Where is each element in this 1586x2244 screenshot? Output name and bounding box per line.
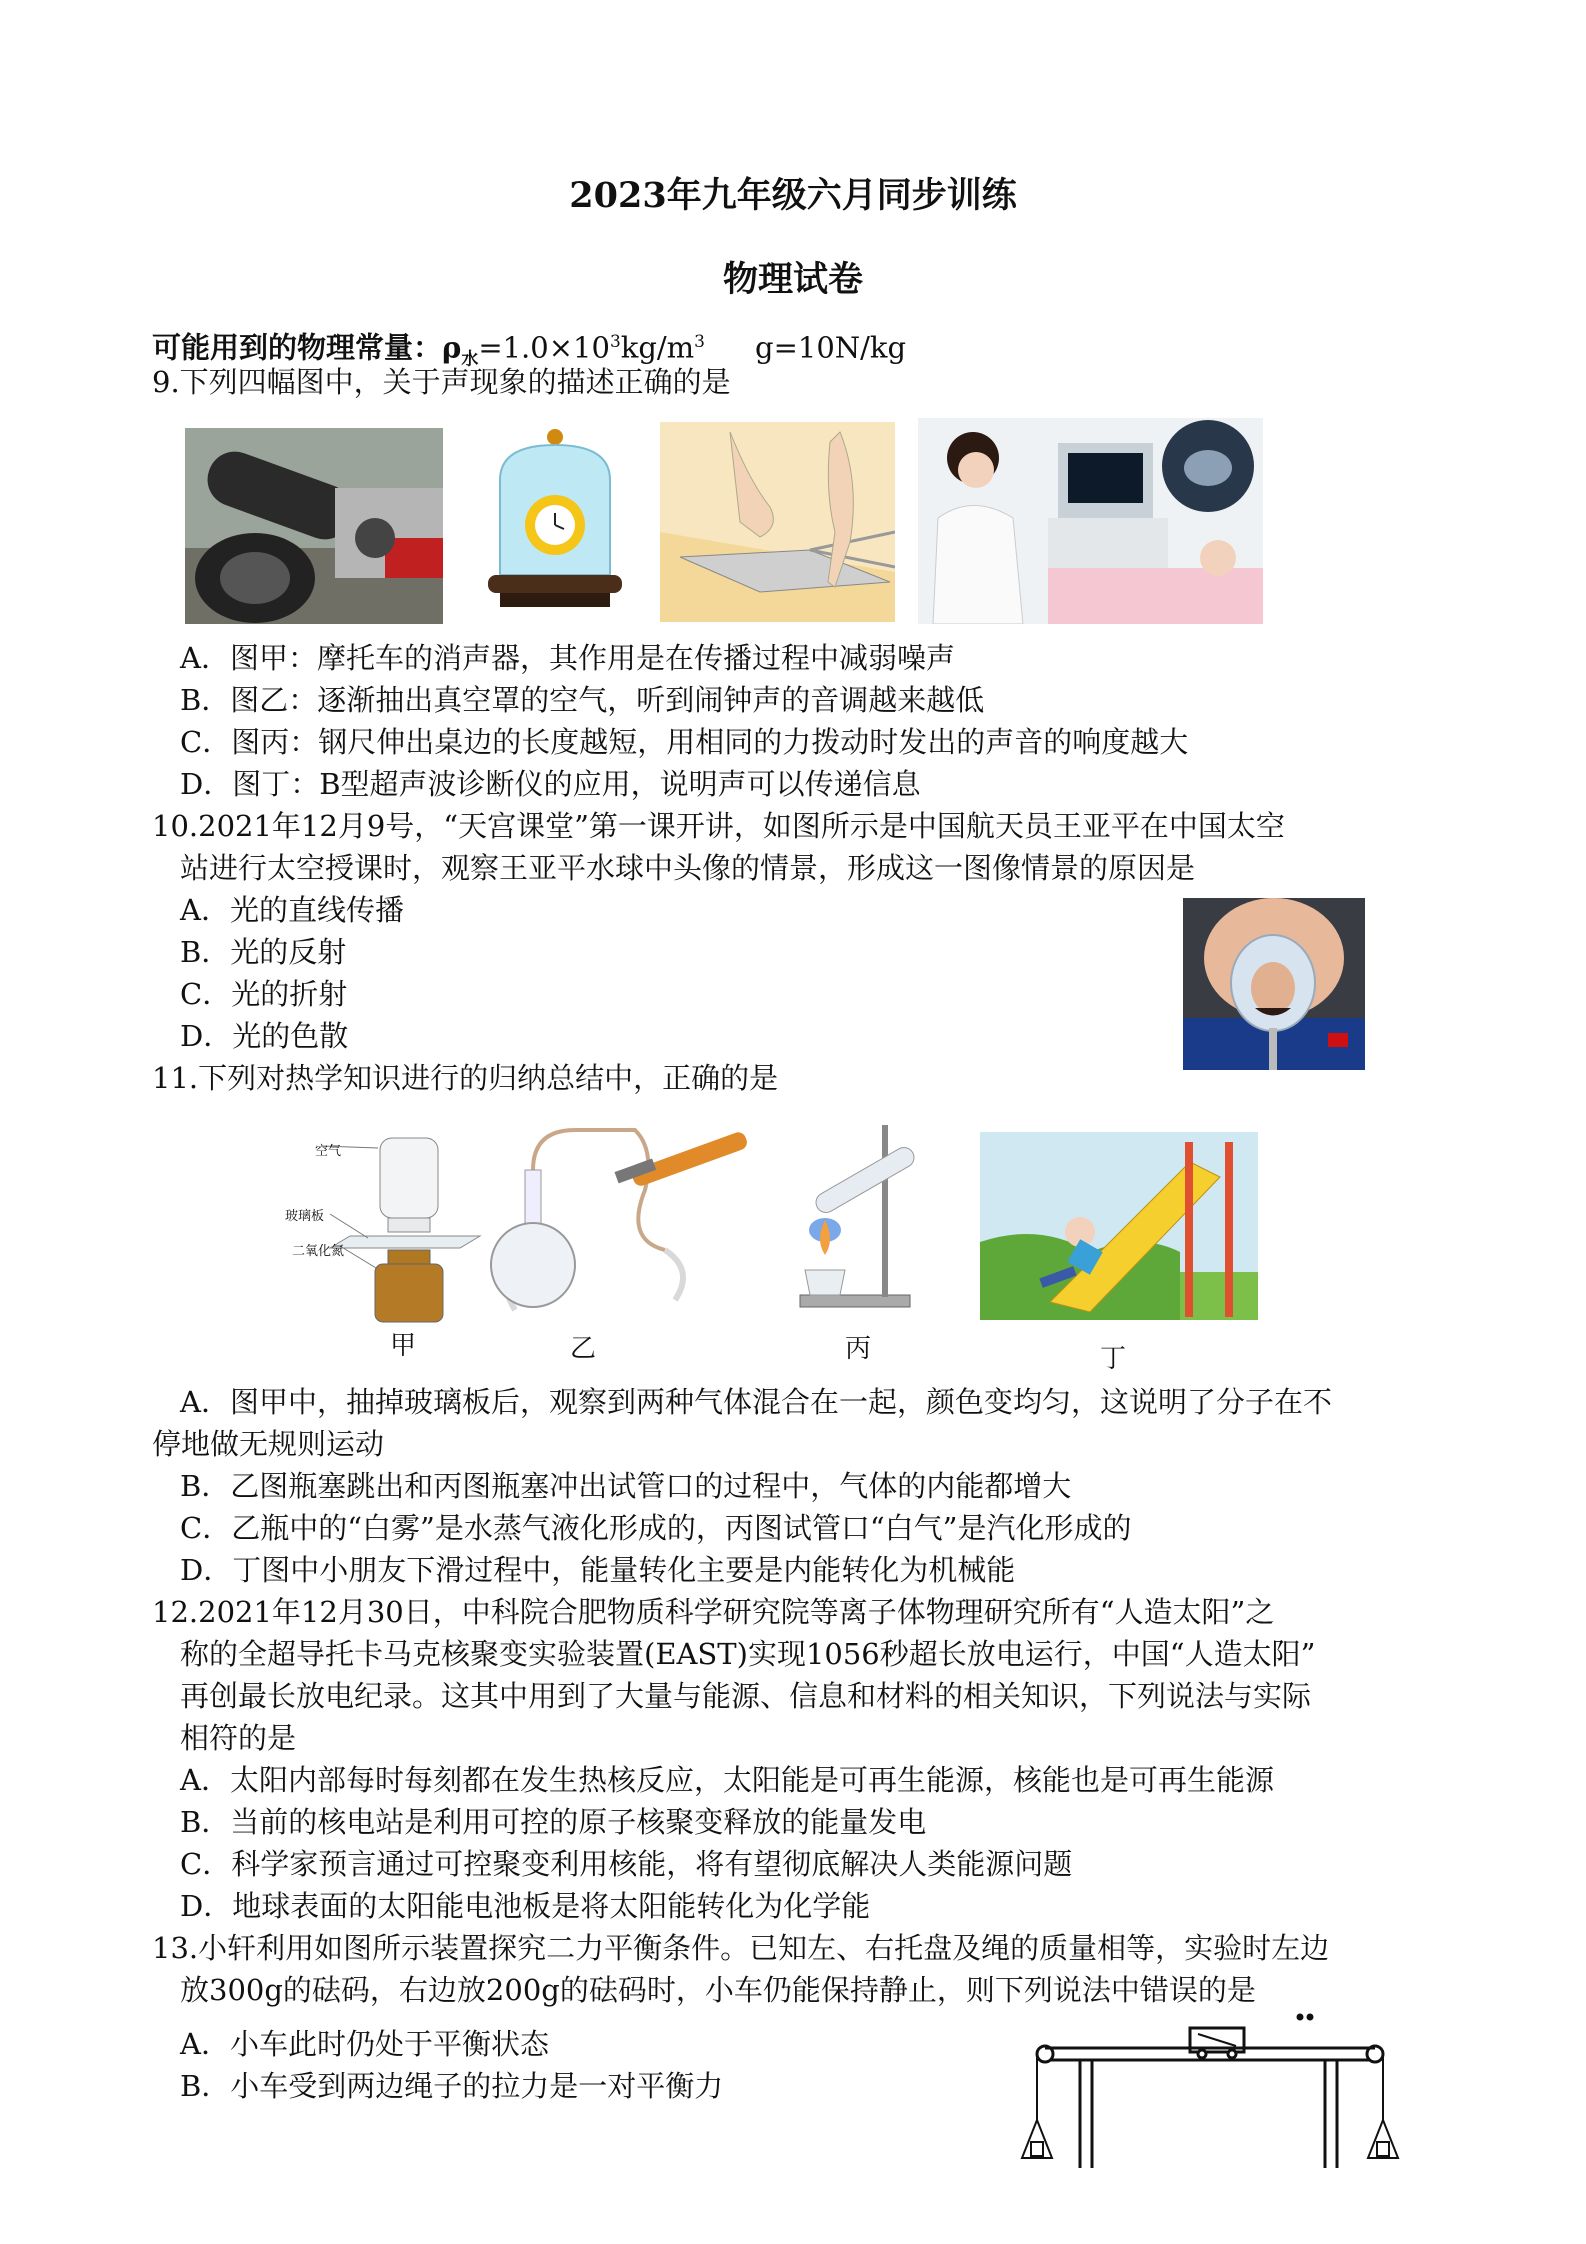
- jar-label-glass-plate: 玻璃板: [285, 1209, 325, 1224]
- constants-line: 可能用到的物理常量：$\rho_水=1.0\times 10^3kg/m^3$ g=10N/kg: [152, 330, 907, 370]
- caption-ding: 丁: [1100, 1344, 1127, 1374]
- caption-bing: 丙: [845, 1334, 872, 1364]
- q11-option-b: B．乙图瓶塞跳出和丙图瓶塞冲出试管口的过程中，气体的内能都增大: [180, 1469, 1072, 1503]
- q9-option-c: C．图丙：钢尺伸出桌边的长度越短，用相同的力拨动时发出的声音的响度越大: [180, 725, 1189, 759]
- ultrasound-image: [918, 418, 1263, 624]
- q13-option-a: A．小车此时仍处于平衡状态: [180, 2027, 549, 2061]
- caption-jia: 甲: [390, 1331, 417, 1361]
- jar-label-air: 空气: [315, 1144, 342, 1159]
- q10-option-a: A．光的直线传播: [180, 893, 404, 927]
- page-title: 2023年九年级六月同步训练: [569, 175, 1017, 216]
- q9-stem: 9.下列四幅图中，关于声现象的描述正确的是: [152, 365, 731, 399]
- q10-stem-line2: 站进行太空授课时，观察王亚平水球中头像的情景，形成这一图像情景的原因是: [180, 851, 1196, 885]
- caption-yi: 乙: [570, 1334, 597, 1364]
- q12-stem-line4: 相符的是: [180, 1721, 297, 1755]
- motorcycle-image: [185, 428, 443, 624]
- q12-stem-line3: 再创最长放电纪录。这其中用到了大量与能源、信息和材料的相关知识，下列说法与实际: [180, 1679, 1312, 1713]
- flask-pump-image: [475, 1120, 755, 1320]
- test-tube-image: [770, 1120, 920, 1310]
- q9-option-a: A．图甲：摩托车的消声器，其作用是在传播过程中减弱噪声: [180, 641, 955, 675]
- q12-option-b: B．当前的核电站是利用可控的原子核聚变释放的能量发电: [180, 1805, 927, 1839]
- q11-stem: 11.下列对热学知识进行的归纳总结中，正确的是: [152, 1061, 779, 1095]
- q11-option-c: C．乙瓶中的“白雾”是水蒸气液化形成的，丙图试管口“白气”是汽化形成的: [180, 1511, 1132, 1545]
- page-subtitle: 物理试卷: [722, 259, 863, 300]
- q10-stem-line1: 10.2021年12月9号，“天宫课堂”第一课开讲，如图所示是中国航天员王亚平在中国太空: [152, 809, 1285, 843]
- q11-option-d: D．丁图中小朋友下滑过程中，能量转化主要是内能转化为机械能: [180, 1553, 1016, 1587]
- q13-stem-line2: 放300g的砝码，右边放200g的砝码时，小车仍能保持静止，则下列说法中错误的是: [180, 1973, 1256, 2007]
- q11-option-a-cont: 停地做无规则运动: [152, 1427, 385, 1461]
- q10-option-d: D．光的色散: [180, 1019, 349, 1053]
- steel-ruler-image: [660, 422, 895, 622]
- water-ball-image: [1183, 898, 1365, 1070]
- q12-stem-line1: 12.2021年12月30日，中科院合肥物质科学研究院等离子体物理研究所有“人造太阳”之: [152, 1595, 1275, 1629]
- q13-option-b: B．小车受到两边绳子的拉力是一对平衡力: [180, 2069, 724, 2103]
- q12-option-a: A．太阳内部每时每刻都在发生热核反应，太阳能是可再生能源，核能也是可再生能源: [180, 1763, 1274, 1797]
- jar-label-no2: 二氧化氮: [292, 1244, 345, 1259]
- q9-option-d: D．图丁：B型超声波诊断仪的应用，说明声可以传递信息: [180, 767, 921, 801]
- q10-option-b: B．光的反射: [180, 935, 347, 969]
- q11-option-a: A．图甲中，抽掉玻璃板后，观察到两种气体混合在一起，颜色变均匀，这说明了分子在不: [180, 1385, 1332, 1419]
- q13-stem-line1: 13.小轩利用如图所示装置探究二力平衡条件。已知左、右托盘及绳的质量相等，实验时左边: [152, 1931, 1330, 1965]
- q9-option-b: B．图乙：逐渐抽出真空罩的空气，听到闹钟声的音调越来越低: [180, 683, 985, 717]
- q12-option-d: D．地球表面的太阳能电池板是将太阳能转化为化学能: [180, 1889, 871, 1923]
- q10-option-c: C．光的折射: [180, 977, 348, 1011]
- bell-jar-image: [480, 425, 630, 625]
- q12-option-c: C．科学家预言通过可控聚变利用核能，将有望彻底解决人类能源问题: [180, 1847, 1073, 1881]
- balance-apparatus-diagram: [1020, 2010, 1400, 2175]
- slide-image: [980, 1132, 1258, 1320]
- q12-stem-line2: 称的全超导托卡马克核聚变实验装置(EAST)实现1056秒超长放电运行，中国“人造太阳”: [180, 1637, 1316, 1671]
